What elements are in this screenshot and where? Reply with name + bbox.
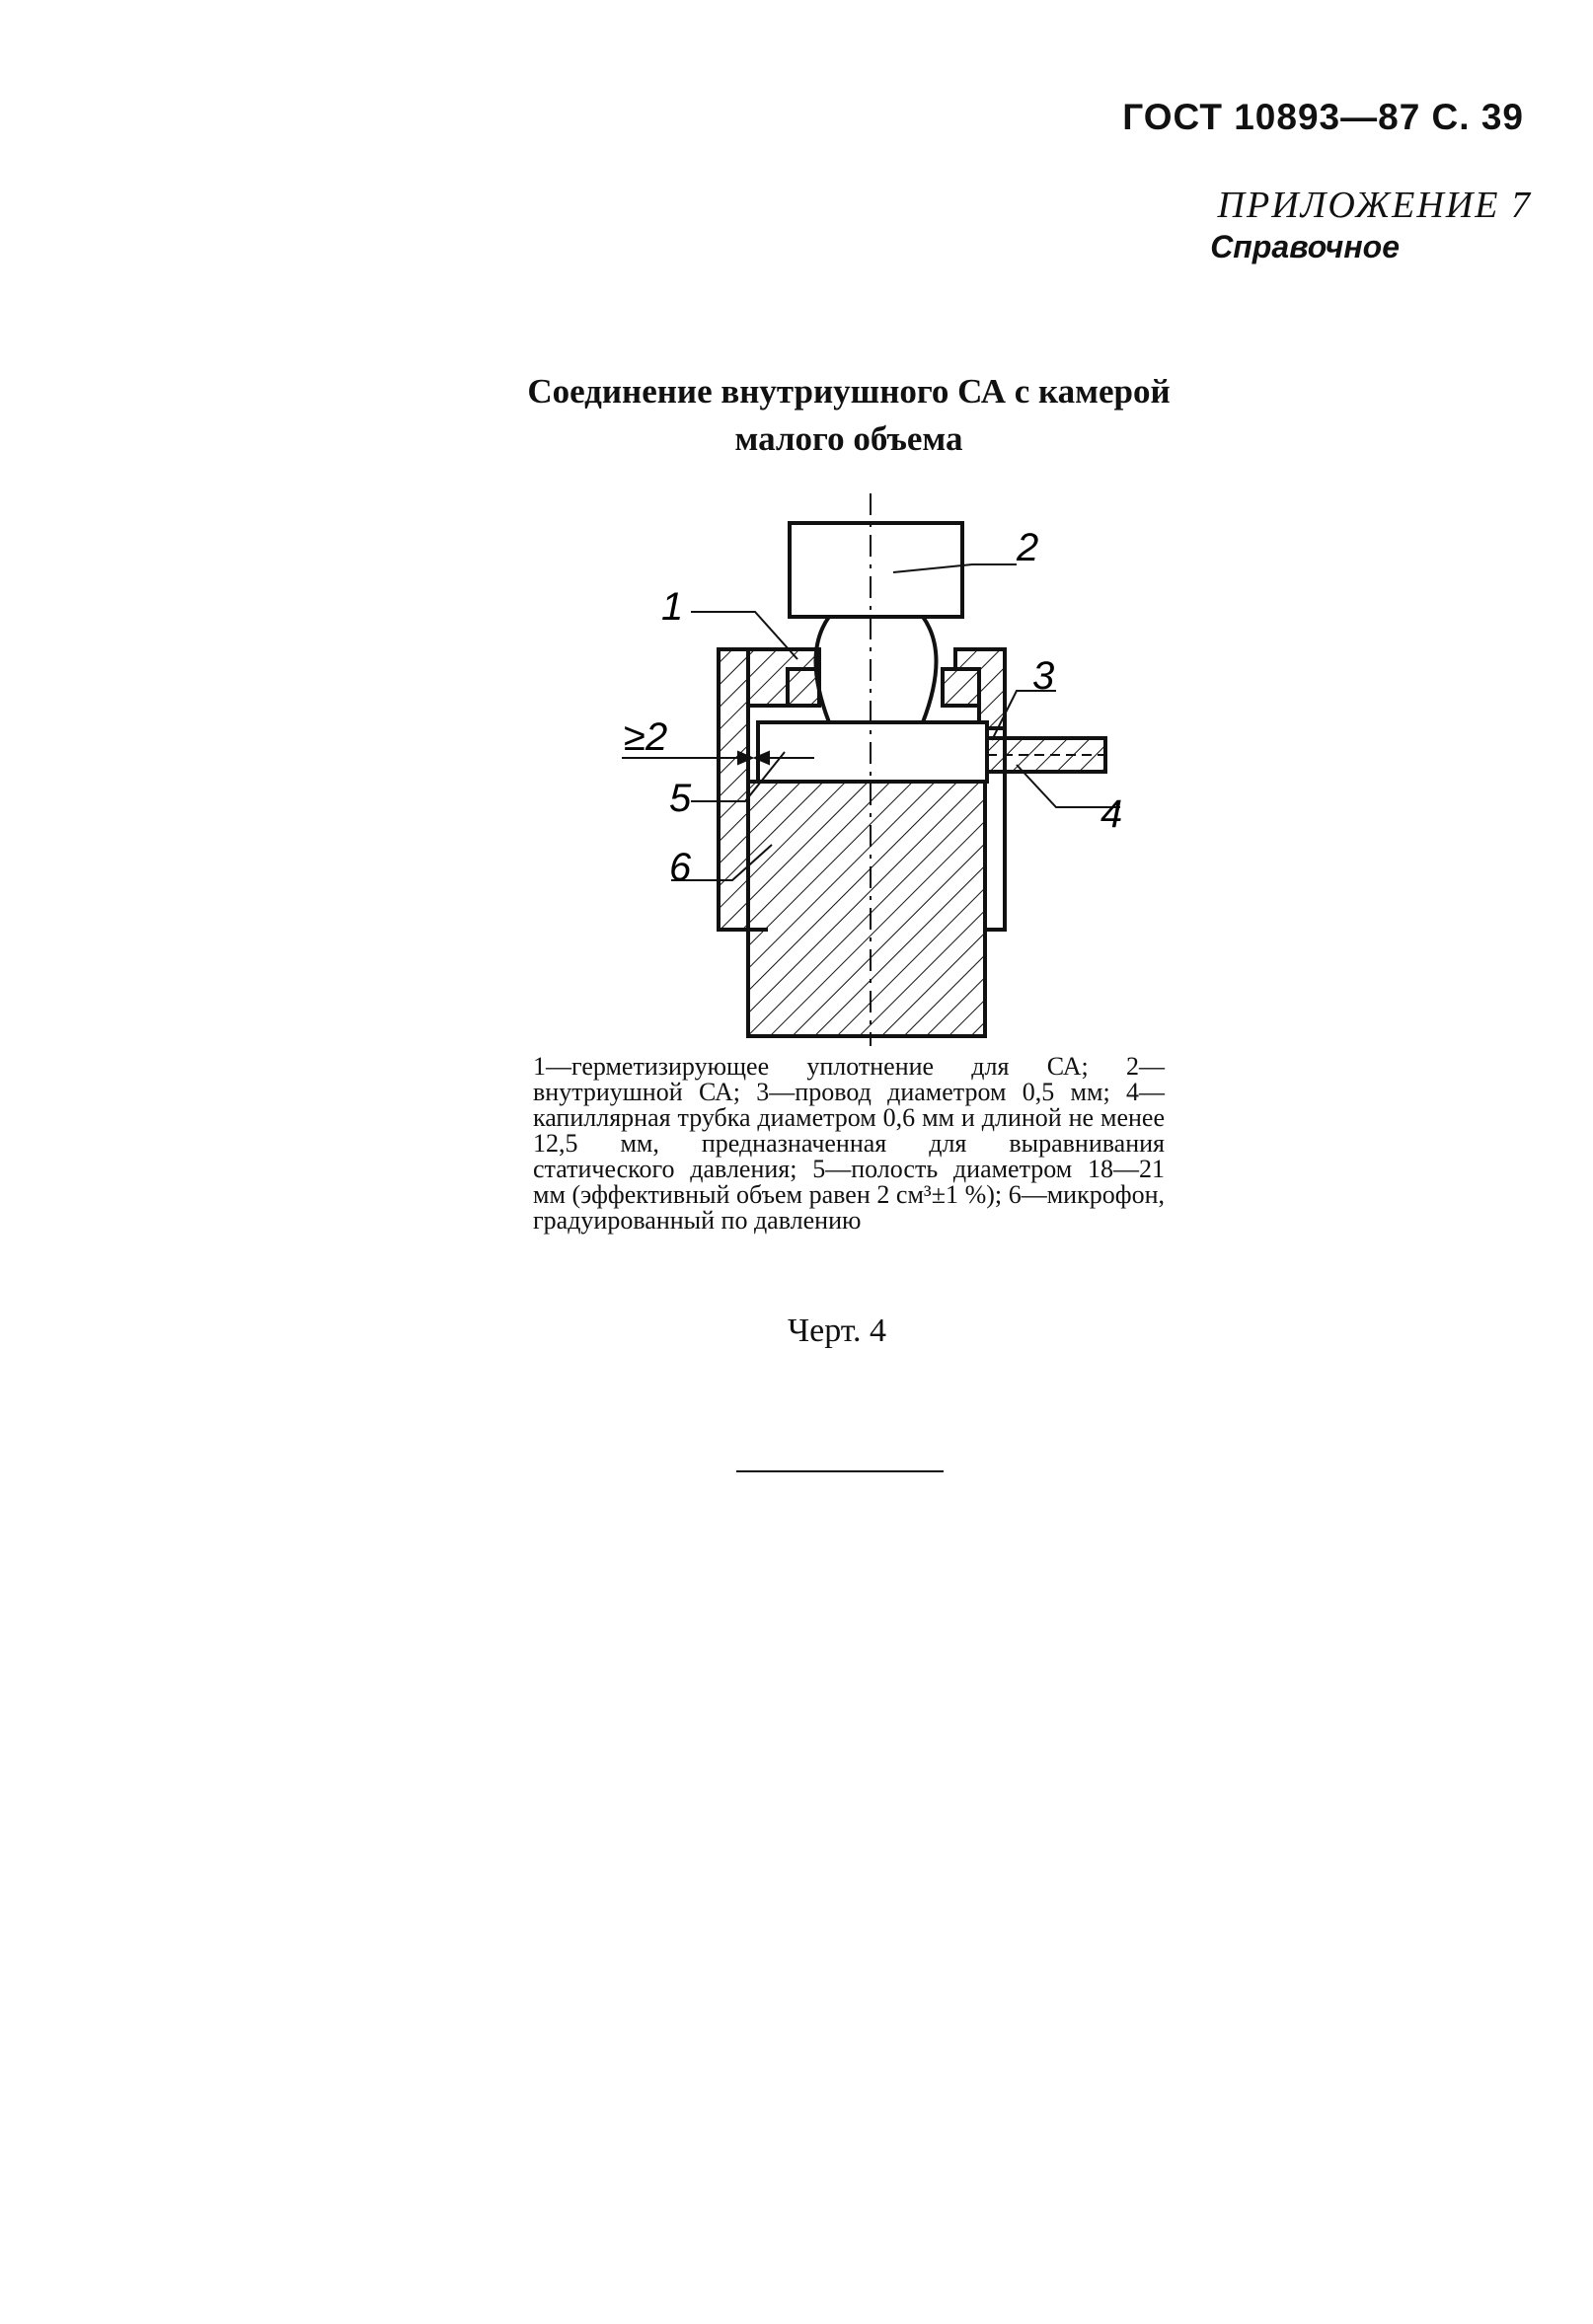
label-capillary: 4 <box>1100 792 1123 836</box>
label-cavity: 5 <box>669 777 692 820</box>
seal-left <box>788 669 819 706</box>
seal-right <box>943 669 979 706</box>
appendix-title: ПРИЛОЖЕНИЕ 7 <box>1217 185 1532 226</box>
earphone-body <box>790 523 962 617</box>
earphone-neck <box>816 617 937 722</box>
label-seal: 1 <box>661 585 684 629</box>
label-microphone: 6 <box>669 846 692 889</box>
end-rule <box>736 1470 944 1472</box>
drawing-geometry <box>719 523 1105 1036</box>
figure-title-line-1: Соединение внутриушного СА с камерой <box>527 372 1171 411</box>
microphone <box>748 782 985 1036</box>
page-header: ГОСТ 10893—87 С. 39 <box>1122 97 1524 137</box>
figure-title <box>474 368 1224 463</box>
label-wire: 3 <box>1032 654 1055 698</box>
housing-left-wall <box>719 649 748 930</box>
technical-drawing <box>553 493 1165 1046</box>
figure-number: Черт. 4 <box>788 1312 887 1349</box>
appendix-subtitle: Справочное <box>1210 229 1400 264</box>
label-gap: ≥2 <box>624 715 668 759</box>
cavity <box>758 722 987 782</box>
label-earphone: 2 <box>1017 526 1039 569</box>
figure-title-line-2: малого объема <box>734 419 963 458</box>
housing-right-lower <box>985 789 1005 930</box>
figure-caption: 1—герметизирующее уплотнение для СА; 2—внутриушной СА; 3—провод диаметром 0,5 мм; 4—капиллярная трубка диаметром 0,6 мм и длиной не менее 12,5 мм, предназначенная для выравнивания статического давления; 5—полость диаметром 18—21 мм (эффективный объем равен 2 см³±1 %); 6—микрофон, градуированный по давлению <box>533 1052 1165 1235</box>
